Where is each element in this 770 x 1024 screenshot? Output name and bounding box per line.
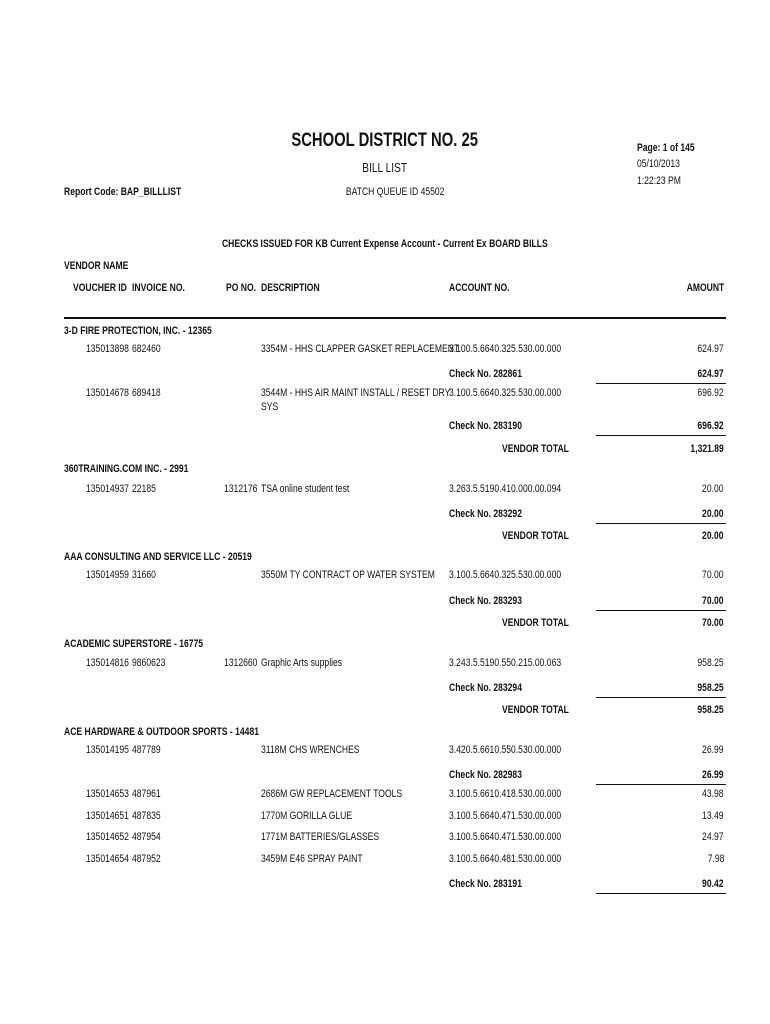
report-date: 05/10/2013 [637,158,680,170]
account-no: 3.420.5.6610.550.530.00.000 [449,744,562,756]
line-amount: 7.98 [707,853,724,865]
invoice-no: 487961 [132,788,161,800]
line-description: 3544M - HHS AIR MAINT INSTALL / RESET DRY [261,387,451,399]
line-amount: 24.97 [702,831,724,843]
vendor-total-label: VENDOR TOTAL [502,617,569,629]
invoice-no: 682460 [132,343,161,355]
line-amount: 13.49 [702,810,724,822]
check-amount: 70.00 [702,595,724,607]
check-amount: 20.00 [702,508,724,520]
vendor-total-amount: 958.25 [697,704,724,716]
invoice-no: 487954 [132,831,161,843]
vendor-total-amount: 70.00 [702,617,724,629]
account-no: 3.100.5.6640.325.530.00.000 [449,343,562,355]
subtotal-rule [596,697,726,698]
line-description: 3118M CHS WRENCHES [261,744,360,756]
col-invoice-no: INVOICE NO. [132,282,185,294]
col-vendor-name: VENDOR NAME [64,260,129,272]
invoice-no: 487952 [132,853,161,865]
line-amount: 26.99 [702,744,724,756]
subtotal-rule [596,784,726,785]
line-description: 3459M E46 SPRAY PAINT [261,853,363,865]
check-number: Check No. 283292 [449,508,522,520]
line-description: 3550M TY CONTRACT OP WATER SYSTEM [261,569,435,581]
vendor-name: 3-D FIRE PROTECTION, INC. - 12365 [64,325,212,337]
voucher-id: 135014678 [86,387,129,399]
invoice-no: 31660 [132,569,156,581]
check-number: Check No. 282861 [449,368,522,380]
line-description: Graphic Arts supplies [261,657,343,669]
voucher-id: 135014816 [86,657,129,669]
col-voucher-id: VOUCHER ID [73,282,127,294]
po-no: 1312660 [224,657,258,669]
section-title: CHECKS ISSUED FOR KB Current Expense Account - Current Ex BOARD BILLS [222,238,548,250]
subtotal-rule [596,435,726,436]
voucher-id: 135014959 [86,569,129,581]
line-description: TSA online student test [261,483,350,495]
vendor-name: ACE HARDWARE & OUTDOOR SPORTS - 14481 [64,726,259,738]
po-no: 1312176 [224,483,258,495]
check-number: Check No. 282983 [449,769,522,781]
line-amount: 20.00 [702,483,724,495]
line-description-cont: SYS [261,401,279,413]
header-rule [64,317,726,319]
check-number: Check No. 283190 [449,420,522,432]
report-title: SCHOOL DISTRICT NO. 25 [291,130,479,151]
subtotal-rule [596,523,726,524]
voucher-id: 135014937 [86,483,129,495]
line-description: 1770M GORILLA GLUE [261,810,353,822]
vendor-total-label: VENDOR TOTAL [502,704,569,716]
line-amount: 696.92 [697,387,724,399]
report-code: Report Code: BAP_BILLLIST [64,186,182,198]
invoice-no: 22185 [132,483,156,495]
vendor-total-amount: 1,321.89 [690,443,724,455]
col-amount: AMOUNT [686,282,724,294]
check-number: Check No. 283293 [449,595,522,607]
check-amount: 696.92 [697,420,724,432]
col-po-no: PO NO. [226,282,257,294]
account-no: 3.100.5.6640.481.530.00.000 [449,853,562,865]
invoice-no: 487789 [132,744,161,756]
report-time: 1:22:23 PM [637,175,681,187]
invoice-no: 689418 [132,387,161,399]
voucher-id: 135014652 [86,831,129,843]
page-number: Page: 1 of 145 [637,142,695,154]
check-number: Check No. 283294 [449,682,522,694]
voucher-id: 135014654 [86,853,129,865]
col-account-no: ACCOUNT NO. [449,282,510,294]
check-number: Check No. 283191 [449,878,522,890]
subtotal-rule [596,383,726,384]
voucher-id: 135014195 [86,744,129,756]
line-description: 3354M - HHS CLAPPER GASKET REPLACEMENT [261,343,460,355]
account-no: 3.243.5.5190.550.215.00.063 [449,657,562,669]
voucher-id: 135013898 [86,343,129,355]
check-amount: 958.25 [697,682,724,694]
subtotal-rule [596,893,726,894]
vendor-name: AAA CONSULTING AND SERVICE LLC - 20519 [64,551,252,563]
subtotal-rule [596,610,726,611]
report-subtitle: BILL LIST [362,160,408,175]
check-amount: 26.99 [702,769,724,781]
account-no: 3.100.5.6640.471.530.00.000 [449,831,562,843]
invoice-no: 487835 [132,810,161,822]
account-no: 3.100.5.6610.418.530.00.000 [449,788,562,800]
check-amount: 624.97 [697,368,724,380]
line-description: 1771M BATTERIES/GLASSES [261,831,380,843]
batch-queue-id: BATCH QUEUE ID 45502 [345,186,445,198]
line-description: 2686M GW REPLACEMENT TOOLS [261,788,403,800]
account-no: 3.100.5.6640.325.530.00.000 [449,387,562,399]
vendor-name: 360TRAINING.COM INC. - 2991 [64,463,189,475]
line-amount: 43.98 [702,788,724,800]
vendor-total-label: VENDOR TOTAL [502,443,569,455]
account-no: 3.100.5.6640.471.530.00.000 [449,810,562,822]
vendor-name: ACADEMIC SUPERSTORE - 16775 [64,638,204,650]
line-amount: 624.97 [697,343,724,355]
account-no: 3.263.5.5190.410.000.00.094 [449,483,562,495]
line-amount: 958.25 [697,657,724,669]
check-amount: 90.42 [702,878,724,890]
invoice-no: 9860623 [132,657,166,669]
voucher-id: 135014653 [86,788,129,800]
account-no: 3.100.5.6640.325.530.00.000 [449,569,562,581]
col-description: DESCRIPTION [261,282,320,294]
vendor-total-label: VENDOR TOTAL [502,530,569,542]
vendor-total-amount: 20.00 [702,530,724,542]
voucher-id: 135014651 [86,810,129,822]
line-amount: 70.00 [702,569,724,581]
